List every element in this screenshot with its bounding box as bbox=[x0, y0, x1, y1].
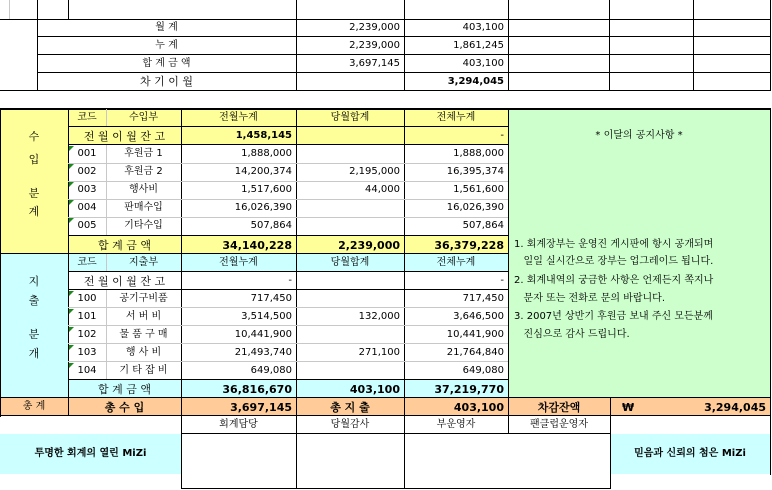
expense-carry-total: - bbox=[500, 275, 504, 286]
income-row-prev: 16,026,390 bbox=[234, 202, 292, 213]
expense-row-code: 103 bbox=[77, 347, 97, 358]
totals-label: 총 계 bbox=[22, 401, 46, 412]
summary-total-c2: 403,100 bbox=[462, 57, 504, 69]
cell-marker-icon bbox=[69, 345, 74, 350]
income-sum-prev: 34,140,228 bbox=[222, 238, 292, 252]
expense-row-total: 649,080 bbox=[462, 365, 504, 376]
expense-row-name: 행 사 비 bbox=[125, 347, 162, 358]
income-header-total: 전체누계 bbox=[436, 112, 476, 123]
expense-row-total: 717,450 bbox=[462, 293, 504, 304]
income-side-label-4: 분 bbox=[28, 186, 40, 200]
expense-row-curr bbox=[296, 290, 404, 308]
summary-total-label: 합 계 금 액 bbox=[142, 57, 191, 69]
expense-row-code: 101 bbox=[77, 311, 97, 322]
expense-header-prev: 전월누계 bbox=[219, 257, 258, 268]
income-row-curr bbox=[296, 145, 404, 163]
income-row-curr: 2,195,000 bbox=[349, 166, 400, 177]
expense-carry-label: 전 월 이 월 잔 고 bbox=[83, 274, 166, 288]
expense-row-code: 102 bbox=[77, 329, 97, 340]
income-row-code: 004 bbox=[77, 202, 97, 213]
income-header-curr: 당월합계 bbox=[330, 112, 370, 123]
totals-currency: ₩ bbox=[622, 400, 635, 414]
income-header-name: 수입부 bbox=[129, 112, 158, 123]
expense-row-prev: 649,080 bbox=[250, 365, 292, 376]
notice-line-5: 3. 2007년 상반기 후원금 보내 주신 모든분께 bbox=[514, 311, 713, 322]
expense-side-label-2: 출 bbox=[28, 293, 40, 307]
income-row-code: 002 bbox=[77, 166, 97, 177]
income-side-label-1: 수 bbox=[28, 129, 40, 143]
totals-expense-value: 403,100 bbox=[453, 400, 504, 414]
slogan-left: 투명한 회계의 열린 MiZi bbox=[34, 448, 147, 459]
summary-cumulative-label: 누 계 bbox=[155, 39, 178, 51]
summary-monthly-c1: 2,239,000 bbox=[349, 22, 400, 33]
expense-row-name: 서 버 비 bbox=[125, 311, 162, 322]
income-row-curr bbox=[296, 217, 404, 235]
sign-label-accountant: 회계담당 bbox=[219, 419, 258, 430]
expense-row-name: 공기구비품 bbox=[119, 293, 168, 304]
notice-line-6: 진심으로 감사 드립니다. bbox=[514, 329, 630, 340]
income-side-label-2: 입 bbox=[28, 152, 40, 166]
expense-row-curr: 271,100 bbox=[358, 347, 400, 358]
expense-row-prev: 10,441,900 bbox=[234, 329, 292, 340]
expense-row-curr bbox=[296, 362, 404, 380]
notice-line-1: 1. 회계장부는 운영진 게시판에 항시 공개되며 bbox=[514, 239, 714, 250]
income-row-name: 후원금 2 bbox=[124, 166, 163, 177]
expense-row-name: 기 타 잡 비 bbox=[119, 365, 168, 376]
expense-row-total: 3,646,500 bbox=[453, 311, 504, 322]
expense-header-code: 코드 bbox=[77, 257, 97, 268]
notice-line-2: 일일 실시간으로 장부는 업그레이드 됩니다. bbox=[514, 256, 714, 267]
income-row-prev: 507,864 bbox=[250, 220, 292, 231]
expense-row-curr: 132,000 bbox=[358, 311, 400, 322]
expense-row-code: 104 bbox=[77, 365, 97, 376]
income-row-total: 1,888,000 bbox=[453, 148, 504, 159]
expense-sum-total: 37,219,770 bbox=[434, 382, 504, 396]
totals-income-value: 3,697,145 bbox=[230, 400, 292, 414]
cell-marker-icon bbox=[69, 363, 74, 368]
income-row-prev: 14,200,374 bbox=[234, 166, 292, 177]
income-carry-total: - bbox=[500, 130, 504, 141]
income-sum-total: 36,379,228 bbox=[434, 238, 504, 252]
income-header-code: 코드 bbox=[77, 112, 97, 123]
income-row-code: 001 bbox=[77, 148, 97, 159]
expense-carry-prev: - bbox=[288, 275, 292, 286]
notice-line-3: 2. 회계내역의 궁금한 사항은 언제든지 쪽지나 bbox=[514, 275, 714, 286]
summary-total-c1: 3,697,145 bbox=[349, 57, 400, 69]
totals-balance-label: 차감잔액 bbox=[537, 400, 581, 414]
sign-label-club-manager: 팬클럽운영자 bbox=[530, 419, 588, 430]
slogan-right: 믿음과 신뢰의 첨은 MiZi bbox=[634, 448, 746, 459]
income-row-total: 16,395,374 bbox=[446, 166, 504, 177]
expense-row-name: 물 품 구 매 bbox=[119, 329, 168, 340]
expense-sum-curr: 403,100 bbox=[349, 382, 400, 396]
expense-header-curr: 당월합계 bbox=[330, 257, 370, 268]
income-row-prev: 1,517,600 bbox=[241, 184, 292, 195]
expense-row-total: 21,764,840 bbox=[446, 347, 504, 358]
expense-side-label-4: 분 bbox=[28, 327, 40, 341]
summary-carry-label: 차 기 이 월 bbox=[140, 75, 193, 88]
summary-monthly-c2: 403,100 bbox=[462, 22, 504, 33]
expense-row-code: 100 bbox=[77, 293, 97, 304]
income-side-label-5: 계 bbox=[28, 204, 40, 218]
cell-marker-icon bbox=[69, 327, 74, 332]
notice-title: * 이달의 공지사항 * bbox=[595, 130, 683, 141]
cell-marker-icon bbox=[69, 164, 74, 169]
income-header-prev: 전월누계 bbox=[219, 112, 258, 123]
expense-side-label-5: 개 bbox=[28, 346, 40, 360]
income-row-code: 005 bbox=[77, 220, 97, 231]
income-row-prev: 1,888,000 bbox=[241, 148, 292, 159]
notice-line-4: 문자 또는 전화로 문의 바랍니다. bbox=[514, 293, 666, 304]
sign-label-auditor: 당월감사 bbox=[330, 419, 370, 430]
income-row-total: 1,561,600 bbox=[453, 184, 504, 195]
cell-marker-icon bbox=[69, 218, 74, 223]
cell-marker-icon bbox=[69, 182, 74, 187]
summary-carry-c2: 3,294,045 bbox=[447, 75, 504, 87]
cell-marker-icon bbox=[69, 309, 74, 314]
income-row-name: 기타수입 bbox=[124, 220, 163, 231]
income-row-total: 507,864 bbox=[462, 220, 504, 231]
income-carry-prev: 1,458,145 bbox=[235, 130, 292, 141]
income-sum-label: 합 계 금 액 bbox=[98, 238, 151, 252]
expense-sum-label: 합 계 금 액 bbox=[98, 382, 151, 396]
totals-income-label: 총 수 입 bbox=[104, 400, 145, 414]
expense-row-prev: 717,450 bbox=[250, 293, 292, 304]
expense-header-name: 지출부 bbox=[129, 257, 158, 268]
income-row-name: 판매수입 bbox=[124, 202, 163, 213]
totals-expense-label: 총 지 출 bbox=[330, 400, 370, 414]
cell-marker-icon bbox=[69, 291, 74, 296]
income-row-name: 후원금 1 bbox=[124, 148, 163, 159]
income-row-code: 003 bbox=[77, 184, 97, 195]
totals-balance-value: 3,294,045 bbox=[704, 400, 766, 414]
cell-marker-icon bbox=[69, 146, 74, 151]
expense-row-prev: 21,493,740 bbox=[234, 347, 292, 358]
expense-header-total: 전체누계 bbox=[436, 257, 476, 268]
cell-marker-icon bbox=[69, 200, 74, 205]
summary-cumulative-c1: 2,239,000 bbox=[349, 39, 400, 51]
income-row-curr bbox=[296, 199, 404, 217]
expense-row-prev: 3,514,500 bbox=[241, 311, 292, 322]
income-sum-curr: 2,239,000 bbox=[338, 238, 400, 252]
income-carry-label: 전 월 이 월 잔 고 bbox=[83, 129, 166, 143]
expense-sum-prev: 36,816,670 bbox=[222, 382, 292, 396]
expense-row-total: 10,441,900 bbox=[446, 329, 504, 340]
expense-row-curr bbox=[296, 326, 404, 344]
income-row-curr: 44,000 bbox=[365, 184, 400, 195]
income-row-total: 16,026,390 bbox=[446, 202, 504, 213]
expense-side-label-1: 지 bbox=[28, 274, 40, 288]
income-row-name: 행사비 bbox=[129, 184, 158, 195]
summary-cumulative-c2: 1,861,245 bbox=[453, 39, 504, 51]
sign-label-vice-manager: 부운영자 bbox=[436, 419, 476, 430]
summary-monthly-label: 월 계 bbox=[155, 22, 178, 33]
